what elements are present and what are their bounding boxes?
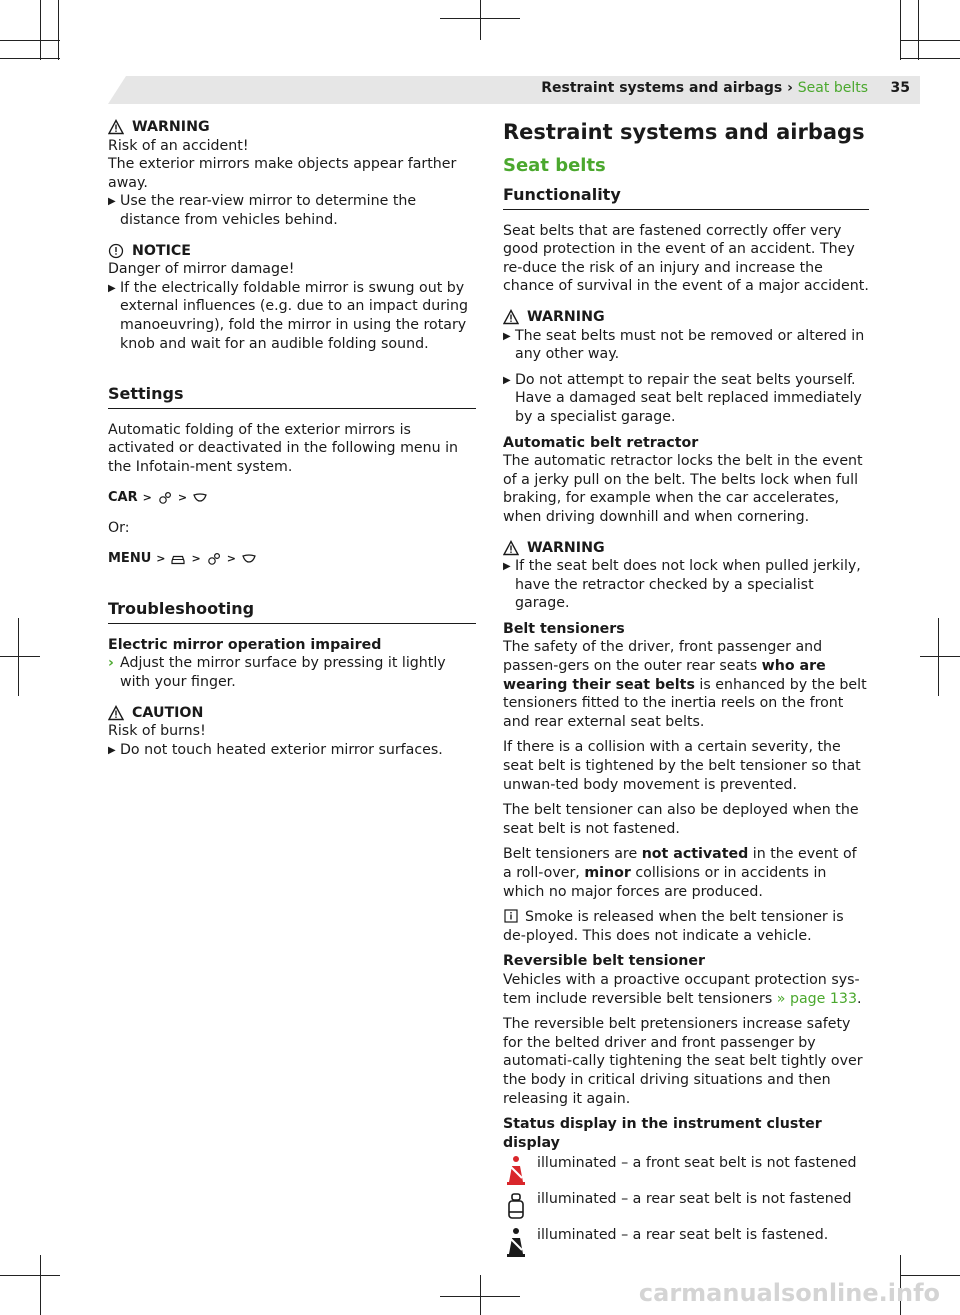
seatbelt-warning-red-icon <box>503 1154 529 1188</box>
status-item <box>503 1226 869 1260</box>
tensioners-p1-a: The safety of the driver, front passenger and passen-gers on the outer rear seats <box>503 639 823 675</box>
warning-heading <box>108 118 476 137</box>
car-key-label: CAR <box>108 489 138 505</box>
mirror-icon <box>192 490 208 506</box>
notice-heading-label: NOTICE <box>132 242 191 259</box>
section-title-seat-belts: Seat belts <box>503 155 606 176</box>
bullet-triangle-icon: ▶ <box>108 744 116 756</box>
caution-bullet-text: Do not touch heated exterior mirror surfaces. <box>120 741 443 758</box>
crop-mark <box>40 0 41 60</box>
tensioners-p4-c: collisions or in accidents in which no major forces are produced. <box>503 865 827 900</box>
warning-heading-label: WARNING <box>527 539 605 556</box>
path-separator: > <box>226 551 236 565</box>
status-item <box>503 1154 869 1188</box>
info-circle-icon <box>108 243 124 259</box>
crop-mark <box>58 0 59 60</box>
header-separator: › <box>787 80 793 96</box>
rear-seat-icon <box>503 1190 529 1224</box>
crop-mark <box>938 618 939 696</box>
running-header <box>541 80 868 96</box>
warning-heading-label: WARNING <box>132 119 210 135</box>
gears-icon <box>206 551 222 567</box>
crop-mark <box>918 0 919 60</box>
notice-line: Danger of mirror damage! <box>108 261 295 278</box>
tensioners-paragraph: If there is a collision with a certain severity, the seat belt is tightened by the belt tensioner so that unwan-ted body movement is prevented. <box>503 739 861 793</box>
path-separator: > <box>156 551 166 565</box>
subtitle-status-display: Status display in the instrument cluster display <box>503 1116 822 1151</box>
bullet-triangle-icon: ▶ <box>503 561 511 573</box>
bullet-triangle-icon: ▶ <box>108 282 116 294</box>
path-separator: > <box>191 551 201 565</box>
notice-bullet <box>108 279 476 353</box>
warning-bullet-text: Do not attempt to repair the seat belts yourself. Have a damaged seat belt replaced immediately by a specialist garage. <box>515 371 862 425</box>
warning-bullet-text: Use the rear-view mirror to determine the distance from vehicles behind. <box>120 193 417 228</box>
notice-heading <box>108 242 476 261</box>
path-separator: > <box>177 490 188 504</box>
warning-bullet-text: If the seat belt does not lock when pulled jerkily, have the retractor checked by a specialist garage. <box>515 558 861 612</box>
warning-triangle-icon <box>108 119 124 135</box>
status-item <box>503 1190 869 1224</box>
seatbelt-fastened-icon <box>503 1226 529 1260</box>
tensioners-p4-bold1: not activated <box>641 846 749 863</box>
warning-bullet-text: The seat belts must not be removed or altered in any other way. <box>515 327 865 363</box>
info-square-icon <box>503 908 519 924</box>
intro-text: Seat belts that are fastened correctly offer very good protection in the event of an accident. They re-duce the risk of an injury and increase the chance of survival in the event of a major accident. <box>503 222 869 295</box>
step-text: Adjust the mirror surface by pressing it lightly with your finger. <box>120 655 446 691</box>
section-title-settings: Settings <box>108 385 476 409</box>
subtitle-mirror-impaired: Electric mirror operation impaired <box>108 636 382 653</box>
subtitle-reversible: Reversible belt tensioner <box>503 953 705 970</box>
settings-text: Automatic folding of the exterior mirrors is activated or deactivated in the following menu in the Infotain-ment system. <box>108 421 459 475</box>
step-chevron-icon: › <box>108 655 114 672</box>
warning-line: Risk of an accident! <box>108 137 249 154</box>
page-number: 35 <box>890 80 910 96</box>
tensioners-paragraph: The belt tensioner can also be deployed when the seat belt is not fastened. <box>503 802 859 837</box>
warning-bullet <box>503 327 869 364</box>
step-item <box>108 654 476 691</box>
tensioners-p4-bold2: minor <box>584 865 631 881</box>
right-column <box>503 118 869 1260</box>
menu-path-menu <box>108 550 476 569</box>
crop-mark <box>920 656 960 657</box>
warning-heading <box>503 308 869 327</box>
left-column <box>108 118 476 760</box>
bullet-triangle-icon: ▶ <box>503 330 511 342</box>
page-link[interactable]: » page 133 <box>776 990 857 1007</box>
notice-bullet-text: If the electrically foldable mirror is swung out by external influences (e.g. due to an impact during manoeuvring), fold the mirror in using the rotary knob and wait for an audible folding sound. <box>120 279 468 352</box>
info-note-text: Smoke is released when the belt tensioner is de-ployed. This does not indicate a vehicle. <box>503 909 844 944</box>
crop-mark <box>0 58 60 59</box>
warning-triangle-icon <box>503 309 519 325</box>
gears-icon <box>157 490 173 506</box>
page-title: Restraint systems and airbags <box>503 120 865 144</box>
status-item-text: illuminated – a rear seat belt is fastened. <box>537 1227 829 1244</box>
reversible-p1-a: Vehicles with a proactive occupant protection sys-tem include reversible belt tensioners <box>503 971 860 1007</box>
watermark: carmanualsonline.info <box>638 1279 940 1307</box>
crop-mark <box>900 40 960 41</box>
menu-key-label: MENU <box>108 550 152 566</box>
tensioners-p4-a: Belt tensioners are <box>503 846 642 863</box>
mirror-icon <box>241 551 257 567</box>
header-chapter[interactable]: Restraint systems and airbags <box>541 80 783 96</box>
retractor-text: The automatic retractor locks the belt in the event of a jerky pull on the belt. The belts lock when full braking, for example when the car accelerates, when driving downhill and when cornering. <box>503 453 863 525</box>
tensioners-paragraph <box>503 845 869 901</box>
reversible-p1-b: . <box>856 990 862 1007</box>
reversible-paragraph: The reversible belt pretensioners increase safety for the belted driver and front passenger by automati-cally tightening the seat belt tightly over the body in critical driving situations and then releasing it again. <box>503 1016 863 1107</box>
crop-mark <box>18 618 19 696</box>
warning-bullet <box>108 192 476 229</box>
bullet-triangle-icon: ▶ <box>503 374 511 386</box>
warning-triangle-icon <box>503 540 519 556</box>
crop-mark <box>900 1275 960 1276</box>
or-text: Or: <box>108 520 130 537</box>
warning-bullet <box>503 557 869 613</box>
caution-heading <box>108 704 476 723</box>
tensioners-p4-b: in the event of a roll-over, <box>503 846 857 881</box>
caution-bullet <box>108 741 476 761</box>
car-icon <box>170 551 186 567</box>
status-item-text: illuminated – a front seat belt is not fastened <box>537 1155 857 1172</box>
status-item-text: illuminated – a rear seat belt is not fastened <box>537 1191 852 1208</box>
reversible-paragraph <box>503 971 869 1008</box>
crop-mark <box>900 58 960 59</box>
crop-mark <box>0 656 40 657</box>
path-separator: > <box>142 490 152 504</box>
crop-mark <box>480 1275 481 1315</box>
menu-path-car <box>108 489 476 508</box>
section-title-functionality: Functionality <box>503 186 869 210</box>
crop-mark <box>480 0 481 40</box>
caution-line: Risk of burns! <box>108 723 206 740</box>
warning-heading <box>503 539 869 558</box>
tensioners-p1-bold: who are wearing their seat belts <box>503 658 826 693</box>
warning-heading-label: WARNING <box>527 308 605 325</box>
bullet-triangle-icon: ▶ <box>108 196 116 208</box>
info-note <box>503 908 869 945</box>
crop-mark <box>900 0 901 60</box>
tensioners-paragraph <box>503 638 869 731</box>
crop-mark <box>40 1255 41 1315</box>
subtitle-belt-tensioners: Belt tensioners <box>503 620 625 637</box>
caution-heading-label: CAUTION <box>132 704 204 721</box>
header-section[interactable]: Seat belts <box>797 80 868 96</box>
warning-bullet <box>503 371 869 427</box>
section-title-troubleshooting: Troubleshooting <box>108 600 476 624</box>
warning-line: The exterior mirrors make objects appear farther away. <box>108 156 457 191</box>
crop-mark <box>0 40 60 41</box>
crop-mark <box>0 1275 60 1276</box>
subtitle-retractor: Automatic belt retractor <box>503 434 699 451</box>
tensioners-p1-b: is enhanced by the belt tensioners fitted to the inertia reels on the front and rear external seat belts. <box>503 676 867 730</box>
warning-triangle-icon <box>108 705 124 721</box>
